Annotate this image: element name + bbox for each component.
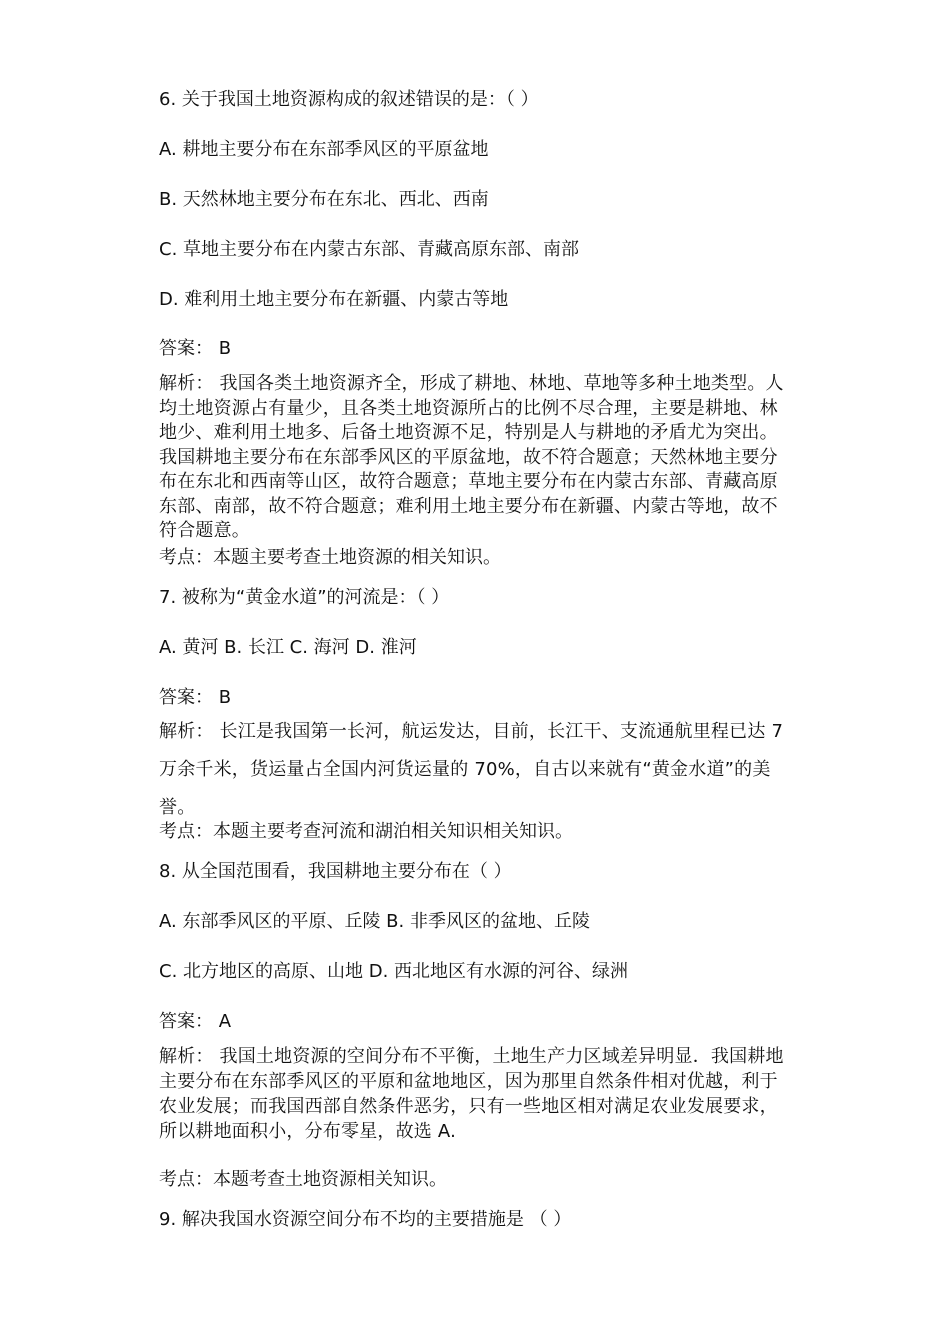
question-8-stem: 8. 从全国范围看，我国耕地主要分布在（ ） bbox=[159, 861, 512, 882]
question-6-option-a: A. 耕地主要分布在东部季风区的平原盆地 bbox=[159, 139, 489, 160]
question-8-point: 考点：本题考查土地资源相关知识。 bbox=[159, 1169, 447, 1190]
question-6-stem: 6. 关于我国土地资源构成的叙述错误的是：（ ） bbox=[159, 89, 539, 110]
question-8-analysis: 解析： 我国土地资源的空间分布不平衡，土地生产力区域差异明显．我国耕地主要分布在东部季风区的平原和盆地地区，因为那里自然条件相对优越，利于农业发展；而我国西部自然条件恶劣，只有一些地区相对满足农业发展要求，所以耕地面积小，分布零星，故选 A. bbox=[159, 1046, 784, 1142]
question-6-point: 考点：本题主要考查土地资源的相关知识。 bbox=[159, 547, 501, 568]
question-7-stem: 7. 被称为“黄金水道”的河流是：（ ） bbox=[159, 587, 450, 608]
question-6-answer: 答案： B bbox=[159, 338, 232, 359]
question-8-answer: 答案： A bbox=[159, 1011, 232, 1032]
question-7-options: A. 黄河 B. 长江 C. 海河 D. 淮河 bbox=[159, 637, 417, 658]
question-6-option-b: B. 天然林地主要分布在东北、西北、西南 bbox=[159, 189, 489, 210]
question-9-stem: 9. 解决我国水资源空间分布不均的主要措施是 （ ） bbox=[159, 1209, 572, 1230]
question-8-options-ab: A. 东部季风区的平原、丘陵 B. 非季风区的盆地、丘陵 bbox=[159, 911, 590, 932]
question-8-options-cd: C. 北方地区的高原、山地 D. 西北地区有水源的河谷、绿洲 bbox=[159, 961, 629, 982]
question-6-option-d: D. 难利用土地主要分布在新疆、内蒙古等地 bbox=[159, 289, 509, 310]
question-6-option-c: C. 草地主要分布在内蒙古东部、青藏高原东部、南部 bbox=[159, 239, 580, 260]
question-6-analysis: 解析： 我国各类土地资源齐全，形成了耕地、林地、草地等多种土地类型。人均土地资源占有量少，且各类土地资源所占的比例不尽合理，主要是耕地、林地少、难利用土地多、后备土地资源不足，特别是人与耕地的矛盾尤为突出。我国耕地主要分布在东部季风区的平原盆地，故不符合题意；天然林地主要分布在东北和西南等山区，故符合题意；草地主要分布在内蒙古东部、青藏高原东部、南部，故不符合题意；难利用土地主要分布在新疆、内蒙古等地，故不符合题意。 bbox=[159, 373, 784, 541]
question-7-analysis: 解析： 长江是我国第一长河，航运发达，目前，长江干、支流通航里程已达 7 万余千米，货运量占全国内河货运量的 70%，自古以来就有“黄金水道”的美誉。 bbox=[159, 721, 784, 818]
question-7-answer: 答案： B bbox=[159, 687, 232, 708]
question-7-point: 考点：本题主要考查河流和湖泊相关知识相关知识。 bbox=[159, 821, 573, 842]
